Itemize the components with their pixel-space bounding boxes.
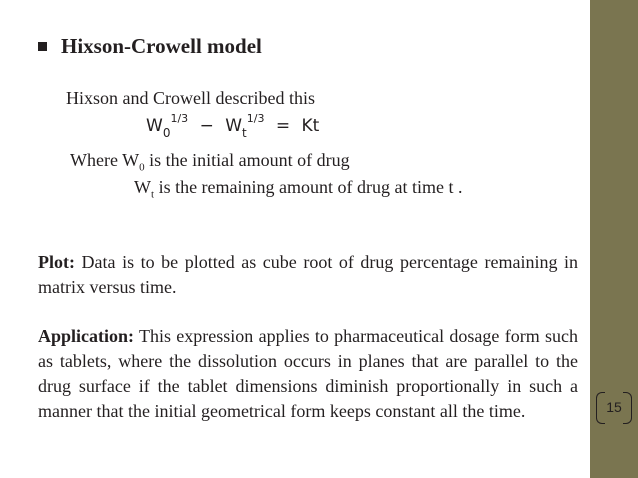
plot-label: Plot:	[38, 252, 75, 272]
formula	[146, 112, 320, 140]
slide-heading	[38, 34, 262, 59]
where-desc-t: is the remaining amount of drug at time t .	[154, 177, 463, 197]
slide-number-bracket-right	[623, 392, 632, 424]
where-sub-t: t	[151, 188, 155, 201]
where-desc-0: is the initial amount of drug	[144, 150, 350, 170]
formula-exponent-2: 1/3	[246, 112, 265, 125]
formula-equals: =	[275, 116, 291, 136]
slide-number-text: 15	[606, 399, 622, 415]
square-bullet-icon	[38, 42, 47, 51]
application-paragraph	[38, 324, 578, 424]
where-prefix: Where W	[70, 150, 140, 170]
application-text: This expression applies to pharmaceutical dosage form such as tablets, where the dissolution occurs in planes that are parallel to the drug surface if the tablet dimensions diminish proportionally in such a manner that the initial geometrical form keeps constant all the time.	[38, 326, 578, 421]
application-label: Application:	[38, 326, 135, 346]
formula-rhs: Kt	[301, 116, 320, 136]
intro-line: Hixson and Crowell described this	[66, 88, 315, 108]
formula-exponent-1: 1/3	[170, 112, 189, 125]
where-line-wt	[134, 177, 463, 201]
formula-sub-t: t	[242, 126, 247, 140]
formula-wt: W	[225, 116, 243, 136]
slide-number	[596, 392, 632, 422]
where-sub-0: 0	[139, 161, 145, 174]
where-w: W	[134, 177, 151, 197]
formula-minus: −	[199, 116, 214, 136]
plot-paragraph	[38, 250, 578, 300]
heading-text: Hixson-Crowell model	[61, 34, 262, 58]
formula-w0: W	[146, 116, 163, 136]
where-line-w0	[70, 150, 350, 174]
plot-text: Data is to be plotted as cube root of drug percentage remaining in matrix versus time.	[38, 252, 578, 297]
slide-number-bracket-left	[596, 392, 605, 424]
formula-sub-0: 0	[162, 126, 171, 140]
